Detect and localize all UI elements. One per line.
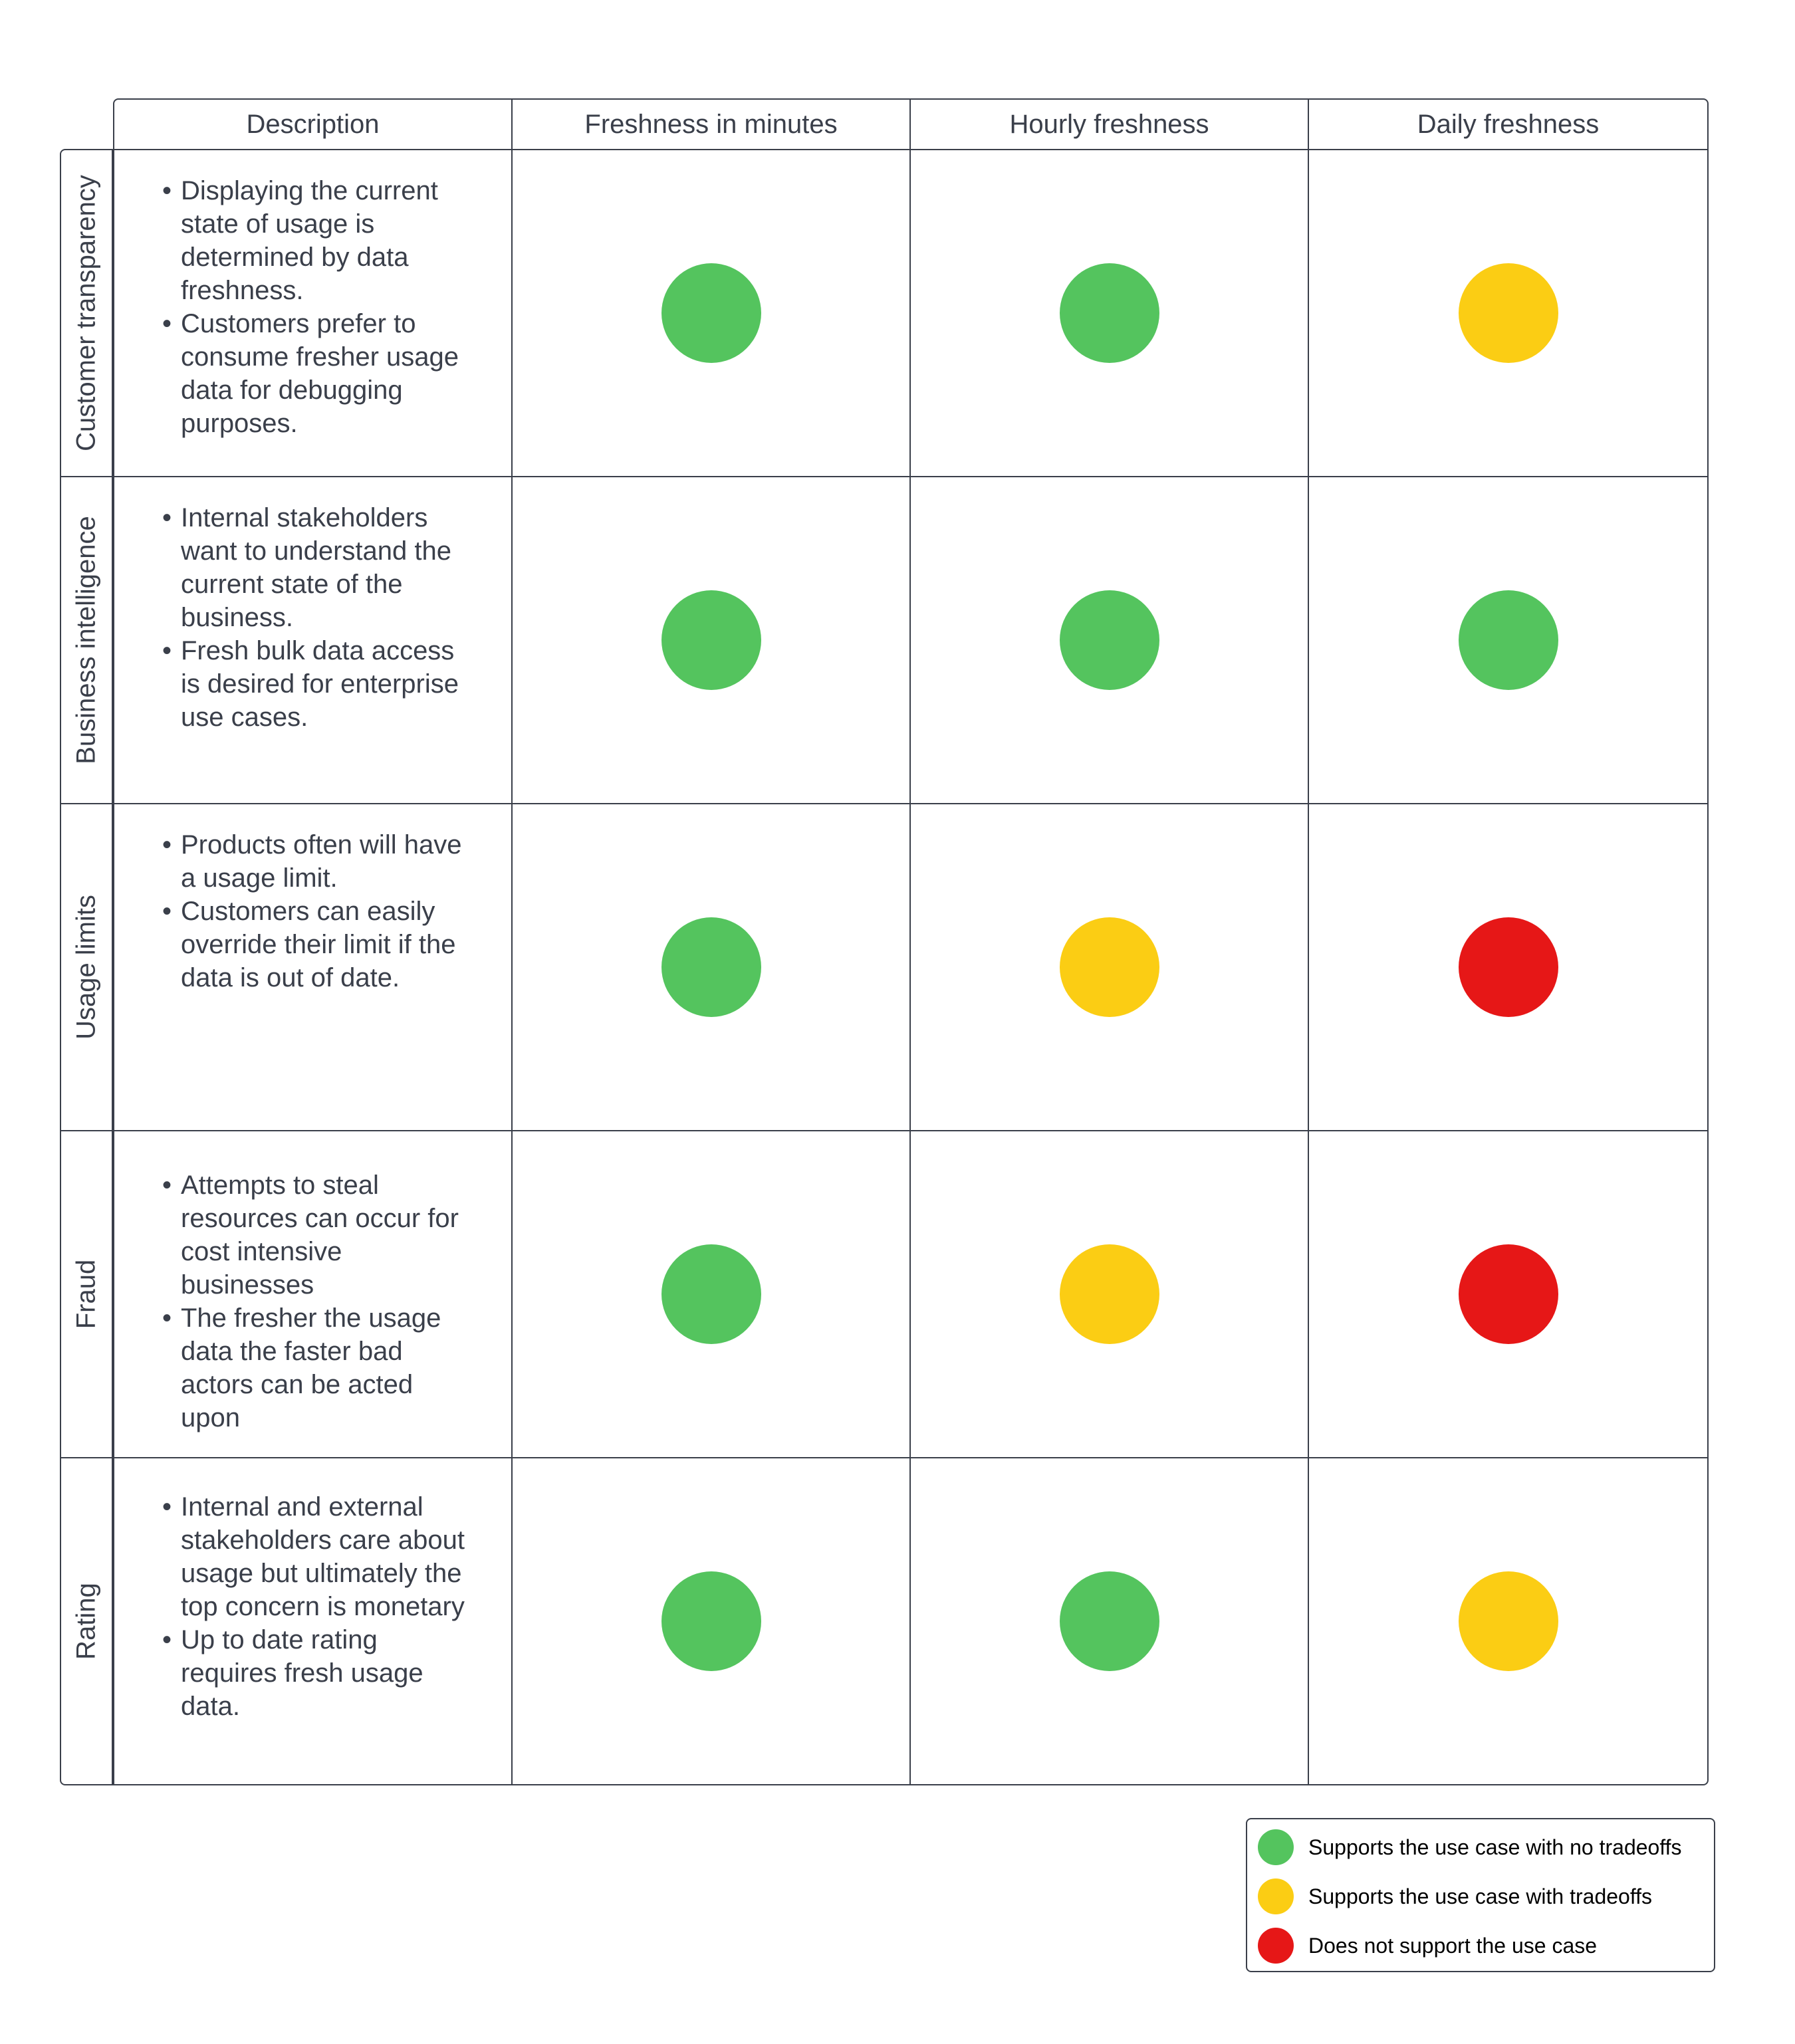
row-label-business-intelligence: Business intelligence <box>60 476 113 804</box>
rating-cell <box>1308 149 1709 477</box>
rating-cell <box>511 1457 911 1785</box>
bullet-item: • Fresh bulk data access is desired for enterprise use cases. <box>162 634 475 734</box>
rating-cell <box>909 149 1309 477</box>
row-label-customer-transparency: Customer transparency <box>60 149 113 477</box>
rating-cell <box>1308 1130 1709 1458</box>
rating-dot <box>661 263 761 363</box>
bullet-item: • Internal stakeholders want to understand the current state of the business. <box>162 501 475 634</box>
rating-dot <box>661 917 761 1017</box>
column-header-daily: Daily freshness <box>1308 98 1709 150</box>
rating-dot <box>1459 1244 1558 1344</box>
bullet-item: • Displaying the current state of usage is determined by data freshness. <box>162 174 475 307</box>
bullet-item: • The fresher the usage data the faster bad actors can be acted upon <box>162 1302 475 1434</box>
rating-dot <box>1459 1571 1558 1671</box>
rating-dot <box>1459 590 1558 690</box>
column-header-hourly: Hourly freshness <box>909 98 1309 150</box>
description-list <box>162 1169 475 1434</box>
description-list <box>162 501 475 734</box>
rating-dot <box>1060 590 1159 690</box>
freshness-matrix <box>60 98 1710 1792</box>
rating-cell <box>511 476 911 804</box>
description-cell <box>113 1130 513 1458</box>
rating-cell <box>511 1130 911 1458</box>
rating-dot <box>661 590 761 690</box>
bullet-item: • Up to date rating requires fresh usage data. <box>162 1623 475 1723</box>
rating-cell <box>909 1457 1309 1785</box>
rating-cell <box>909 803 1309 1131</box>
rating-cell <box>909 1130 1309 1458</box>
rating-cell <box>1308 1457 1709 1785</box>
row-label-rating: Rating <box>60 1457 113 1785</box>
yellow-dot-icon <box>1258 1878 1294 1914</box>
description-list <box>162 828 475 994</box>
rating-dot <box>1060 917 1159 1017</box>
description-cell <box>113 476 513 804</box>
rating-cell <box>909 476 1309 804</box>
green-dot-icon <box>1258 1829 1294 1865</box>
rating-dot <box>1060 1571 1159 1671</box>
rating-cell <box>511 803 911 1131</box>
description-list <box>162 1490 475 1723</box>
bullet-item: • Products often will have a usage limit. <box>162 828 475 895</box>
row-label-fraud: Fraud <box>60 1130 113 1458</box>
rating-dot <box>1459 263 1558 363</box>
rating-dot <box>1060 1244 1159 1344</box>
bullet-item: • Customers can easily override their limit if the data is out of date. <box>162 895 475 994</box>
legend-label: Supports the use case with no tradeoffs <box>1308 1835 1682 1859</box>
legend-label: Does not support the use case <box>1308 1933 1598 1958</box>
rating-cell <box>1308 803 1709 1131</box>
rating-cell <box>511 149 911 477</box>
description-cell <box>113 803 513 1131</box>
legend-item-no-tradeoffs <box>1258 1829 1682 1866</box>
rating-dot <box>661 1571 761 1671</box>
rating-dot <box>1459 917 1558 1017</box>
red-dot-icon <box>1258 1928 1294 1964</box>
rating-cell <box>1308 476 1709 804</box>
legend <box>1246 1818 1715 1972</box>
column-header-description: Description <box>113 98 513 150</box>
bullet-item: • Customers prefer to consume fresher usage data for debugging purposes. <box>162 307 475 440</box>
legend-item-not-supported <box>1258 1927 1597 1964</box>
bullet-item: • Attempts to steal resources can occur for cost intensive businesses <box>162 1169 475 1302</box>
description-list <box>162 174 475 440</box>
legend-item-tradeoffs <box>1258 1878 1652 1915</box>
row-label-usage-limits: Usage limits <box>60 803 113 1131</box>
rating-dot <box>1060 263 1159 363</box>
rating-dot <box>661 1244 761 1344</box>
column-header-minutes: Freshness in minutes <box>511 98 911 150</box>
description-cell <box>113 149 513 477</box>
legend-label: Supports the use case with tradeoffs <box>1308 1884 1653 1908</box>
bullet-item: • Internal and external stakeholders care about usage but ultimately the top concern is monetary <box>162 1490 475 1623</box>
description-cell <box>113 1457 513 1785</box>
